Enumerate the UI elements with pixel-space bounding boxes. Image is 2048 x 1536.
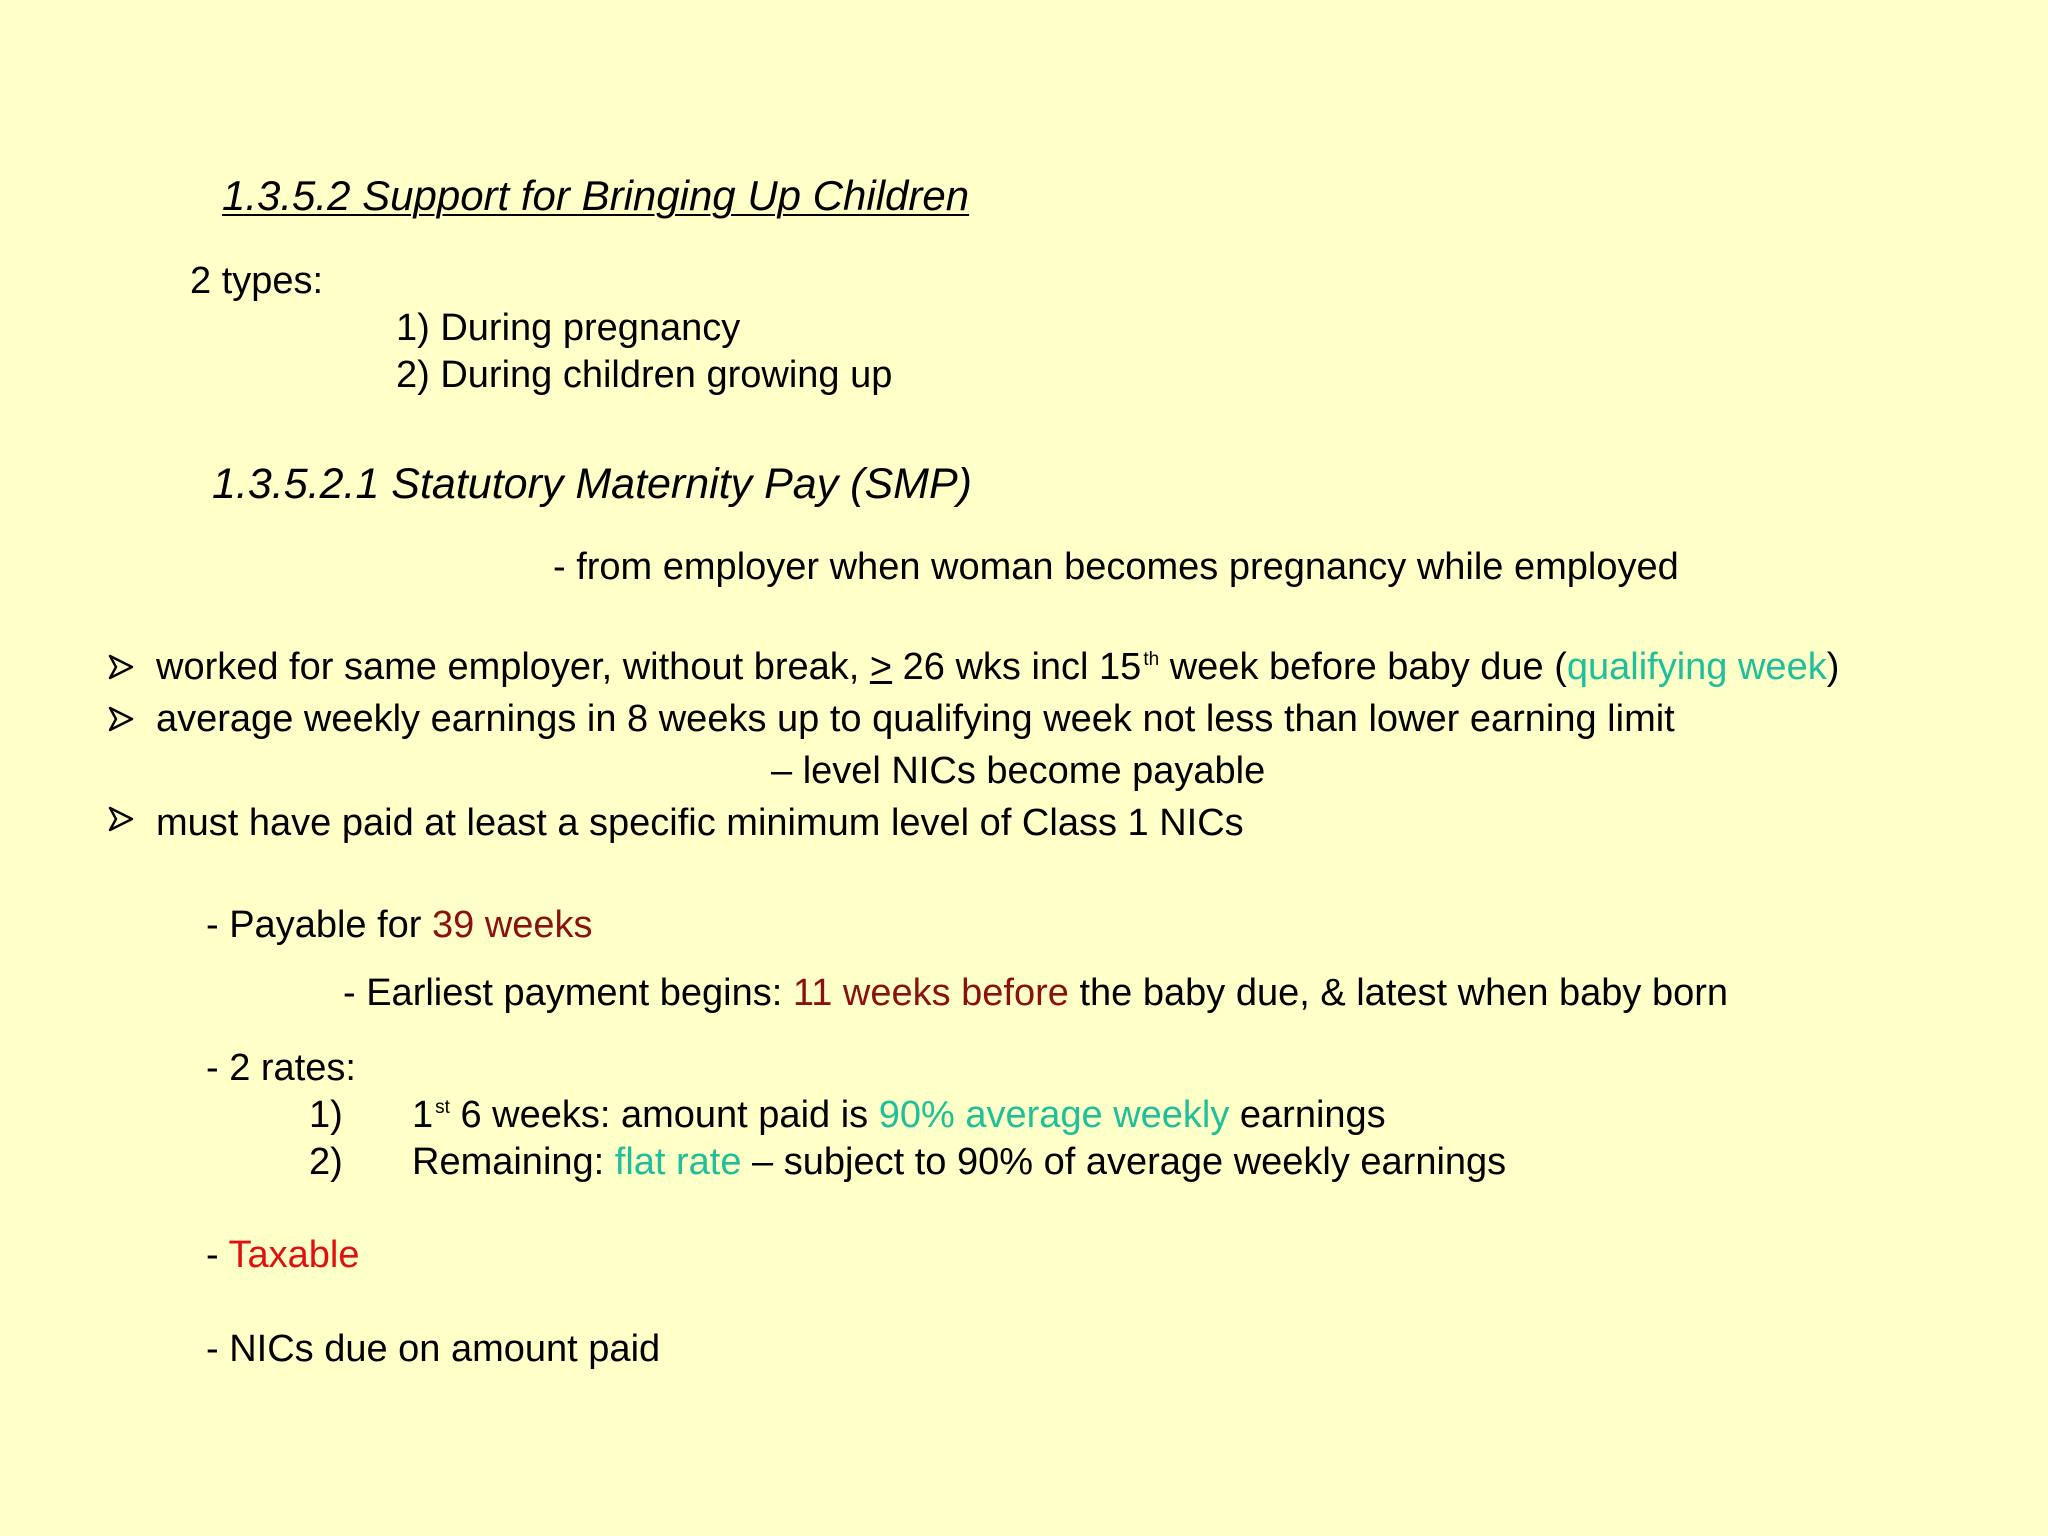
ordinal-suffix: th: [1143, 649, 1160, 670]
earliest-payment-line: [343, 974, 1728, 1012]
types-intro: 2 types:: [190, 260, 324, 302]
rate-1-mid: 6 weeks: amount paid is: [449, 1094, 879, 1136]
taxable-dash: -: [206, 1234, 229, 1276]
earliest-prefix: - Earliest payment begins:: [343, 972, 793, 1014]
condition-employment-text-1: worked for same employer, without break,: [156, 646, 870, 688]
rate-2-text: [412, 1143, 1506, 1181]
earliest-suffix: the baby due, & latest when baby born: [1068, 972, 1729, 1014]
type-item-growing-up: 2) During children growing up: [396, 354, 893, 396]
earliest-highlight: 11 weeks before: [792, 972, 1069, 1014]
condition-earnings-continuation: – level NICs become payable: [771, 750, 1266, 792]
taxable-line: [206, 1236, 360, 1274]
payable-duration: 39 weeks: [432, 904, 593, 946]
rate-2-prefix: Remaining:: [412, 1141, 615, 1183]
condition-employment: [156, 648, 1839, 686]
rate-1-suffix: earnings: [1229, 1094, 1386, 1136]
payable-line: [206, 906, 593, 944]
rate-1-ordinal-suffix: st: [435, 1097, 450, 1118]
rate-1-number: 1): [309, 1094, 343, 1136]
rate-2-highlight: flat rate: [614, 1141, 742, 1183]
arrowhead-bullet-icon: [108, 706, 134, 732]
taxable-label: Taxable: [228, 1234, 360, 1276]
condition-employment-text-3: week before baby due (: [1159, 646, 1567, 688]
rate-2-number: 2): [309, 1141, 343, 1183]
qualifying-week-highlight: qualifying week: [1566, 646, 1827, 688]
rate-1-highlight: 90% average weekly: [878, 1094, 1230, 1136]
rates-intro: - 2 rates:: [206, 1047, 356, 1089]
smp-source: - from employer when woman becomes pregnancy while employed: [553, 546, 1679, 588]
condition-earnings: average weekly earnings in 8 weeks up to qualifying week not less than lower earning limit: [156, 698, 1675, 740]
gte-symbol: >: [869, 646, 893, 688]
condition-nics: must have paid at least a specific minimum level of Class 1 NICs: [156, 802, 1244, 844]
type-item-pregnancy: 1) During pregnancy: [396, 307, 741, 349]
arrowhead-bullet-icon: [108, 654, 134, 680]
condition-employment-text-4: ): [1826, 646, 1840, 688]
condition-employment-text-2: 26 wks incl 15: [892, 646, 1142, 688]
rate-2-suffix: – subject to 90% of average weekly earnings: [741, 1141, 1507, 1183]
nics-line: - NICs due on amount paid: [206, 1328, 661, 1370]
slide-title: 1.3.5.2 Support for Bringing Up Children: [222, 172, 970, 219]
rate-1-ordinal: 1: [412, 1094, 434, 1136]
section-subtitle: 1.3.5.2.1 Statutory Maternity Pay (SMP): [212, 460, 972, 508]
arrowhead-bullet-icon: [108, 806, 134, 832]
payable-prefix: - Payable for: [206, 904, 432, 946]
rate-1-text: [412, 1096, 1386, 1134]
